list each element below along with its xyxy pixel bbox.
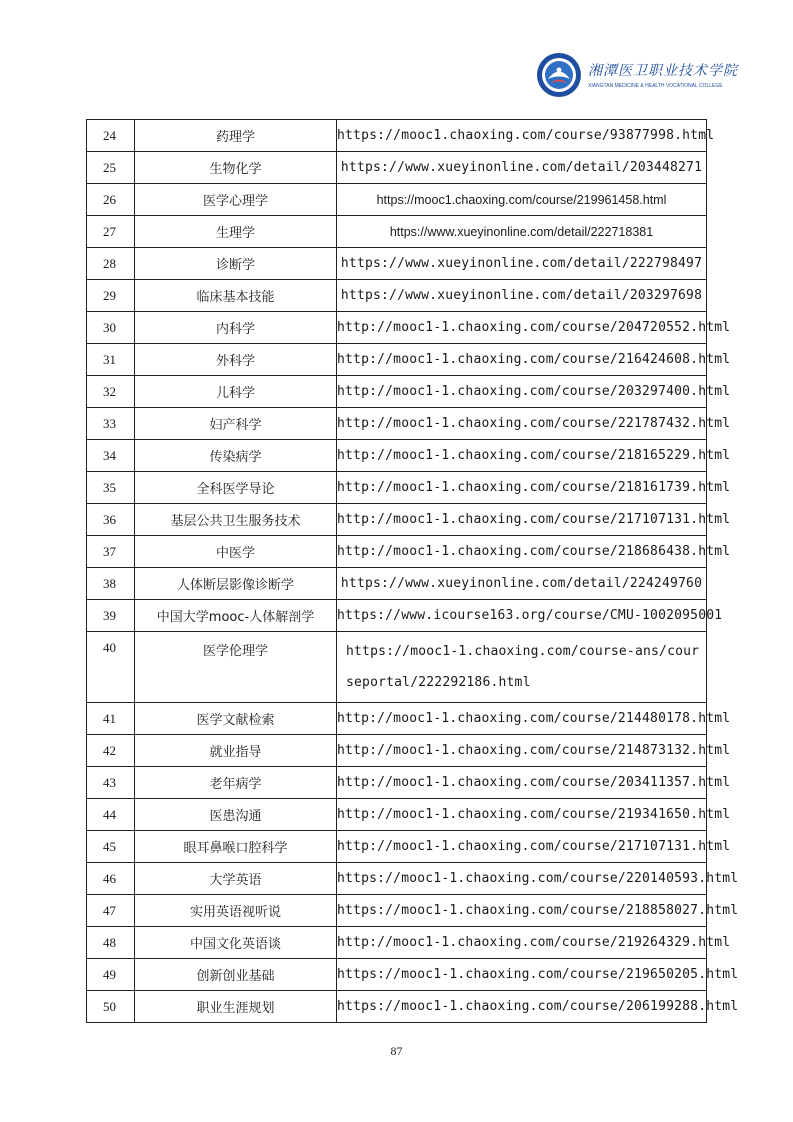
course-name: 生理学 bbox=[135, 216, 337, 248]
row-number: 26 bbox=[87, 184, 135, 216]
row-number: 49 bbox=[87, 959, 135, 991]
table-row bbox=[87, 703, 707, 735]
course-url-link[interactable]: https://mooc1.chaoxing.com/course/93877998.html bbox=[337, 120, 707, 152]
row-number: 45 bbox=[87, 831, 135, 863]
table-row bbox=[87, 248, 707, 280]
course-name: 眼耳鼻喉口腔科学 bbox=[135, 831, 337, 863]
course-name: 就业指导 bbox=[135, 735, 337, 767]
course-name: 妇产科学 bbox=[135, 408, 337, 440]
table-row bbox=[87, 991, 707, 1023]
course-url-link[interactable]: http://mooc1-1.chaoxing.com/course/214873132.html bbox=[337, 735, 707, 767]
page-header bbox=[536, 52, 736, 100]
course-url-link[interactable]: http://mooc1-1.chaoxing.com/course/218686438.html bbox=[337, 536, 707, 568]
college-seal-logo bbox=[536, 52, 582, 98]
table-row bbox=[87, 472, 707, 504]
course-url-link[interactable]: http://mooc1-1.chaoxing.com/course/218165229.html bbox=[337, 440, 707, 472]
row-number: 32 bbox=[87, 376, 135, 408]
table-row bbox=[87, 568, 707, 600]
table-row bbox=[87, 216, 707, 248]
course-url-link[interactable]: http://mooc1-1.chaoxing.com/course/216424608.html bbox=[337, 344, 707, 376]
course-name: 基层公共卫生服务技术 bbox=[135, 504, 337, 536]
row-number: 36 bbox=[87, 504, 135, 536]
course-url-link[interactable]: https://mooc1-1.chaoxing.com/course/220140593.html bbox=[337, 863, 707, 895]
table-row bbox=[87, 184, 707, 216]
row-number: 48 bbox=[87, 927, 135, 959]
course-url-link[interactable]: https://mooc1.chaoxing.com/course/219961458.html bbox=[337, 184, 707, 216]
course-url-link[interactable]: http://mooc1-1.chaoxing.com/course/217107131.html bbox=[337, 504, 707, 536]
table-row bbox=[87, 440, 707, 472]
row-number: 35 bbox=[87, 472, 135, 504]
table-row bbox=[87, 735, 707, 767]
course-url-link[interactable]: https://www.xueyinonline.com/detail/222718381 bbox=[337, 216, 707, 248]
course-url-link[interactable]: https://mooc1-1.chaoxing.com/course/206199288.html bbox=[337, 991, 707, 1023]
course-name: 传染病学 bbox=[135, 440, 337, 472]
row-number: 30 bbox=[87, 312, 135, 344]
table-row bbox=[87, 600, 707, 632]
table-row bbox=[87, 536, 707, 568]
table-row bbox=[87, 344, 707, 376]
table-row bbox=[87, 831, 707, 863]
row-number: 27 bbox=[87, 216, 135, 248]
course-url-link[interactable]: http://mooc1-1.chaoxing.com/course/204720552.html bbox=[337, 312, 707, 344]
row-number: 33 bbox=[87, 408, 135, 440]
course-name: 人体断层影像诊断学 bbox=[135, 568, 337, 600]
row-number: 38 bbox=[87, 568, 135, 600]
course-name: 大学英语 bbox=[135, 863, 337, 895]
row-number: 29 bbox=[87, 280, 135, 312]
row-number: 50 bbox=[87, 991, 135, 1023]
course-url-link[interactable]: https://www.xueyinonline.com/detail/203448271 bbox=[337, 152, 707, 184]
course-name: 临床基本技能 bbox=[135, 280, 337, 312]
table-row bbox=[87, 927, 707, 959]
table-row bbox=[87, 959, 707, 991]
row-number: 37 bbox=[87, 536, 135, 568]
table-row bbox=[87, 408, 707, 440]
table-row bbox=[87, 152, 707, 184]
course-url-link[interactable]: https://www.xueyinonline.com/detail/222798497 bbox=[337, 248, 707, 280]
course-name: 外科学 bbox=[135, 344, 337, 376]
table-row bbox=[87, 504, 707, 536]
row-number: 44 bbox=[87, 799, 135, 831]
table-row bbox=[87, 863, 707, 895]
table-row bbox=[87, 767, 707, 799]
course-name: 创新创业基础 bbox=[135, 959, 337, 991]
table-row bbox=[87, 799, 707, 831]
table-row bbox=[87, 895, 707, 927]
course-name: 医学文献检索 bbox=[135, 703, 337, 735]
course-url-link[interactable]: http://mooc1-1.chaoxing.com/course/203297400.html bbox=[337, 376, 707, 408]
course-url-link[interactable]: http://mooc1-1.chaoxing.com/course/219341650.html bbox=[337, 799, 707, 831]
college-name: 湘潭医卫职业技术学院 bbox=[588, 63, 738, 79]
table-row bbox=[87, 120, 707, 152]
course-url-link[interactable]: https://www.xueyinonline.com/detail/224249760 bbox=[337, 568, 707, 600]
row-number: 24 bbox=[87, 120, 135, 152]
college-english-name: XIANGTAN MEDICINE & HEALTH VOCATIONAL COLLEGE bbox=[588, 83, 723, 89]
row-number: 46 bbox=[87, 863, 135, 895]
course-name: 中医学 bbox=[135, 536, 337, 568]
row-number: 43 bbox=[87, 767, 135, 799]
course-url-link[interactable]: http://mooc1-1.chaoxing.com/course/214480178.html bbox=[337, 703, 707, 735]
course-name: 药理学 bbox=[135, 120, 337, 152]
table-row bbox=[87, 376, 707, 408]
row-number: 42 bbox=[87, 735, 135, 767]
course-links-table bbox=[86, 119, 739, 1023]
course-name: 儿科学 bbox=[135, 376, 337, 408]
row-number: 47 bbox=[87, 895, 135, 927]
row-number: 39 bbox=[87, 600, 135, 632]
course-url-link[interactable]: https://mooc1-1.chaoxing.com/course-ans/courseportal/222292186.html bbox=[337, 632, 707, 703]
row-number: 34 bbox=[87, 440, 135, 472]
table-row bbox=[87, 312, 707, 344]
row-number: 40 bbox=[87, 632, 135, 703]
course-url-link[interactable]: https://mooc1-1.chaoxing.com/course/218858027.html bbox=[337, 895, 707, 927]
course-name: 医学伦理学 bbox=[135, 632, 337, 703]
course-url-link[interactable]: http://mooc1-1.chaoxing.com/course/221787432.html bbox=[337, 408, 707, 440]
page-number: 87 bbox=[390, 1044, 403, 1058]
table-row bbox=[87, 632, 707, 703]
table-row bbox=[87, 280, 707, 312]
row-number: 28 bbox=[87, 248, 135, 280]
course-url-link[interactable]: http://mooc1-1.chaoxing.com/course/218161739.html bbox=[337, 472, 707, 504]
course-name: 实用英语视听说 bbox=[135, 895, 337, 927]
course-name: 全科医学导论 bbox=[135, 472, 337, 504]
course-name: 医学心理学 bbox=[135, 184, 337, 216]
course-url-link[interactable]: https://mooc1-1.chaoxing.com/course/219650205.html bbox=[337, 959, 707, 991]
course-url-link[interactable]: https://www.xueyinonline.com/detail/203297698 bbox=[337, 280, 707, 312]
row-number: 41 bbox=[87, 703, 135, 735]
course-name: 诊断学 bbox=[135, 248, 337, 280]
course-name: 老年病学 bbox=[135, 767, 337, 799]
course-url-link[interactable]: http://mooc1-1.chaoxing.com/course/217107131.html bbox=[337, 831, 707, 863]
course-name: 内科学 bbox=[135, 312, 337, 344]
course-name: 中国大学mooc-人体解剖学 bbox=[135, 600, 337, 632]
course-url-link[interactable]: http://mooc1-1.chaoxing.com/course/203411357.html bbox=[337, 767, 707, 799]
course-name: 医患沟通 bbox=[135, 799, 337, 831]
course-name: 职业生涯规划 bbox=[135, 991, 337, 1023]
course-url-link[interactable]: http://mooc1-1.chaoxing.com/course/219264329.html bbox=[337, 927, 707, 959]
row-number: 31 bbox=[87, 344, 135, 376]
course-name: 中国文化英语谈 bbox=[135, 927, 337, 959]
row-number: 25 bbox=[87, 152, 135, 184]
course-url-link[interactable]: https://www.icourse163.org/course/CMU-1002095001 bbox=[337, 600, 707, 632]
course-name: 生物化学 bbox=[135, 152, 337, 184]
